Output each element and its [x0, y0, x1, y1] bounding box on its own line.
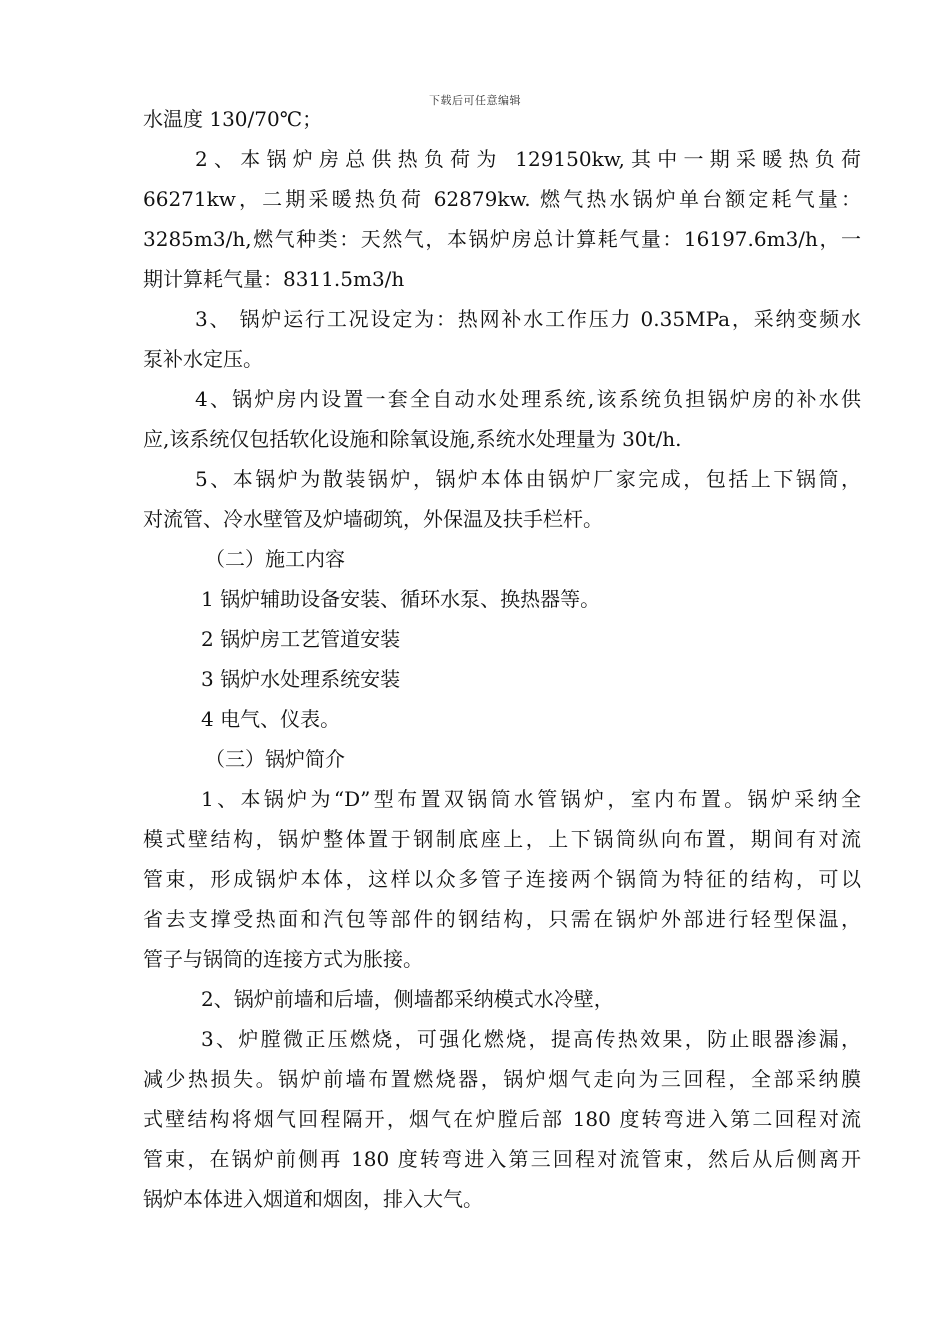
text-line: 管束，在锅炉前侧再 180 度转弯进入第三回程对流管束，然后从后侧离开 [143, 1147, 861, 1171]
text-line: 水温度 130/70℃； [143, 107, 323, 131]
text-line: 对流管、冷水壁管及炉墙砌筑，外保温及扶手栏杆。 [143, 507, 603, 531]
text-line: 应,该系统仅包括软化设施和除氧设施,系统水处理量为 30t/h. [143, 427, 682, 451]
text-line: 2、本锅炉房总供热负荷为 129150kw,其中一期采暖热负荷 [195, 147, 861, 171]
list-item: 3 锅炉水处理系统安装 [201, 667, 401, 691]
text-line: 5、本锅炉为散装锅炉，锅炉本体由锅炉厂家完成，包括上下锅筒， [195, 467, 861, 491]
list-item: 1 锅炉辅助设备安装、循环水泵、换热器等。 [201, 587, 601, 611]
text-line: 减少热损失。锅炉前墙布置燃烧器，锅炉烟气走向为三回程，全部采纳膜 [143, 1067, 861, 1091]
text-line: 省去支撑受热面和汽包等部件的钢结构，只需在锅炉外部进行轻型保温， [143, 907, 861, 931]
list-item: 2 锅炉房工艺管道安装 [201, 627, 401, 651]
text-line: 1、本锅炉为“D”型布置双锅筒水管锅炉，室内布置。锅炉采纳全 [201, 787, 861, 811]
text-line: 2、锅炉前墙和后墙，侧墙都采纳模式水冷壁， [201, 987, 614, 1011]
text-line: 4、锅炉房内设置一套全自动水处理系统,该系统负担锅炉房的补水供 [195, 387, 861, 411]
text-line: 3、 锅炉运行工况设定为：热网补水工作压力 0.35MPa，采纳变频水 [195, 307, 861, 331]
text-line: 66271kw，二期采暖热负荷 62879kw. 燃气热水锅炉单台额定耗气量： [143, 187, 861, 211]
text-line: 模式壁结构，锅炉整体置于钢制底座上，上下锅筒纵向布置，期间有对流 [143, 827, 861, 851]
text-line: 管子与锅筒的连接方式为胀接。 [143, 947, 423, 971]
text-line: 锅炉本体进入烟道和烟囱，排入大气。 [143, 1187, 483, 1211]
text-line: 管束，形成锅炉本体，这样以众多管子连接两个锅筒为特征的结构，可以 [143, 867, 861, 891]
text-line: 期计算耗气量：8311.5m3/h [143, 267, 405, 291]
section-heading: （二）施工内容 [205, 547, 345, 571]
text-line: 3285m3/h,燃气种类：天然气，本锅炉房总计算耗气量：16197.6m3/h，一 [143, 227, 861, 251]
list-item: 4 电气、仪表。 [201, 707, 341, 731]
section-heading: （三）锅炉简介 [205, 747, 345, 771]
text-line: 泵补水定压。 [143, 347, 263, 371]
header-note: 下载后可任意编辑 [429, 94, 521, 107]
text-line: 3、炉膛微正压燃烧，可强化燃烧，提高传热效果，防止眼器渗漏， [201, 1027, 861, 1051]
text-line: 式壁结构将烟气回程隔开，烟气在炉膛后部 180 度转弯进入第二回程对流 [143, 1107, 861, 1131]
